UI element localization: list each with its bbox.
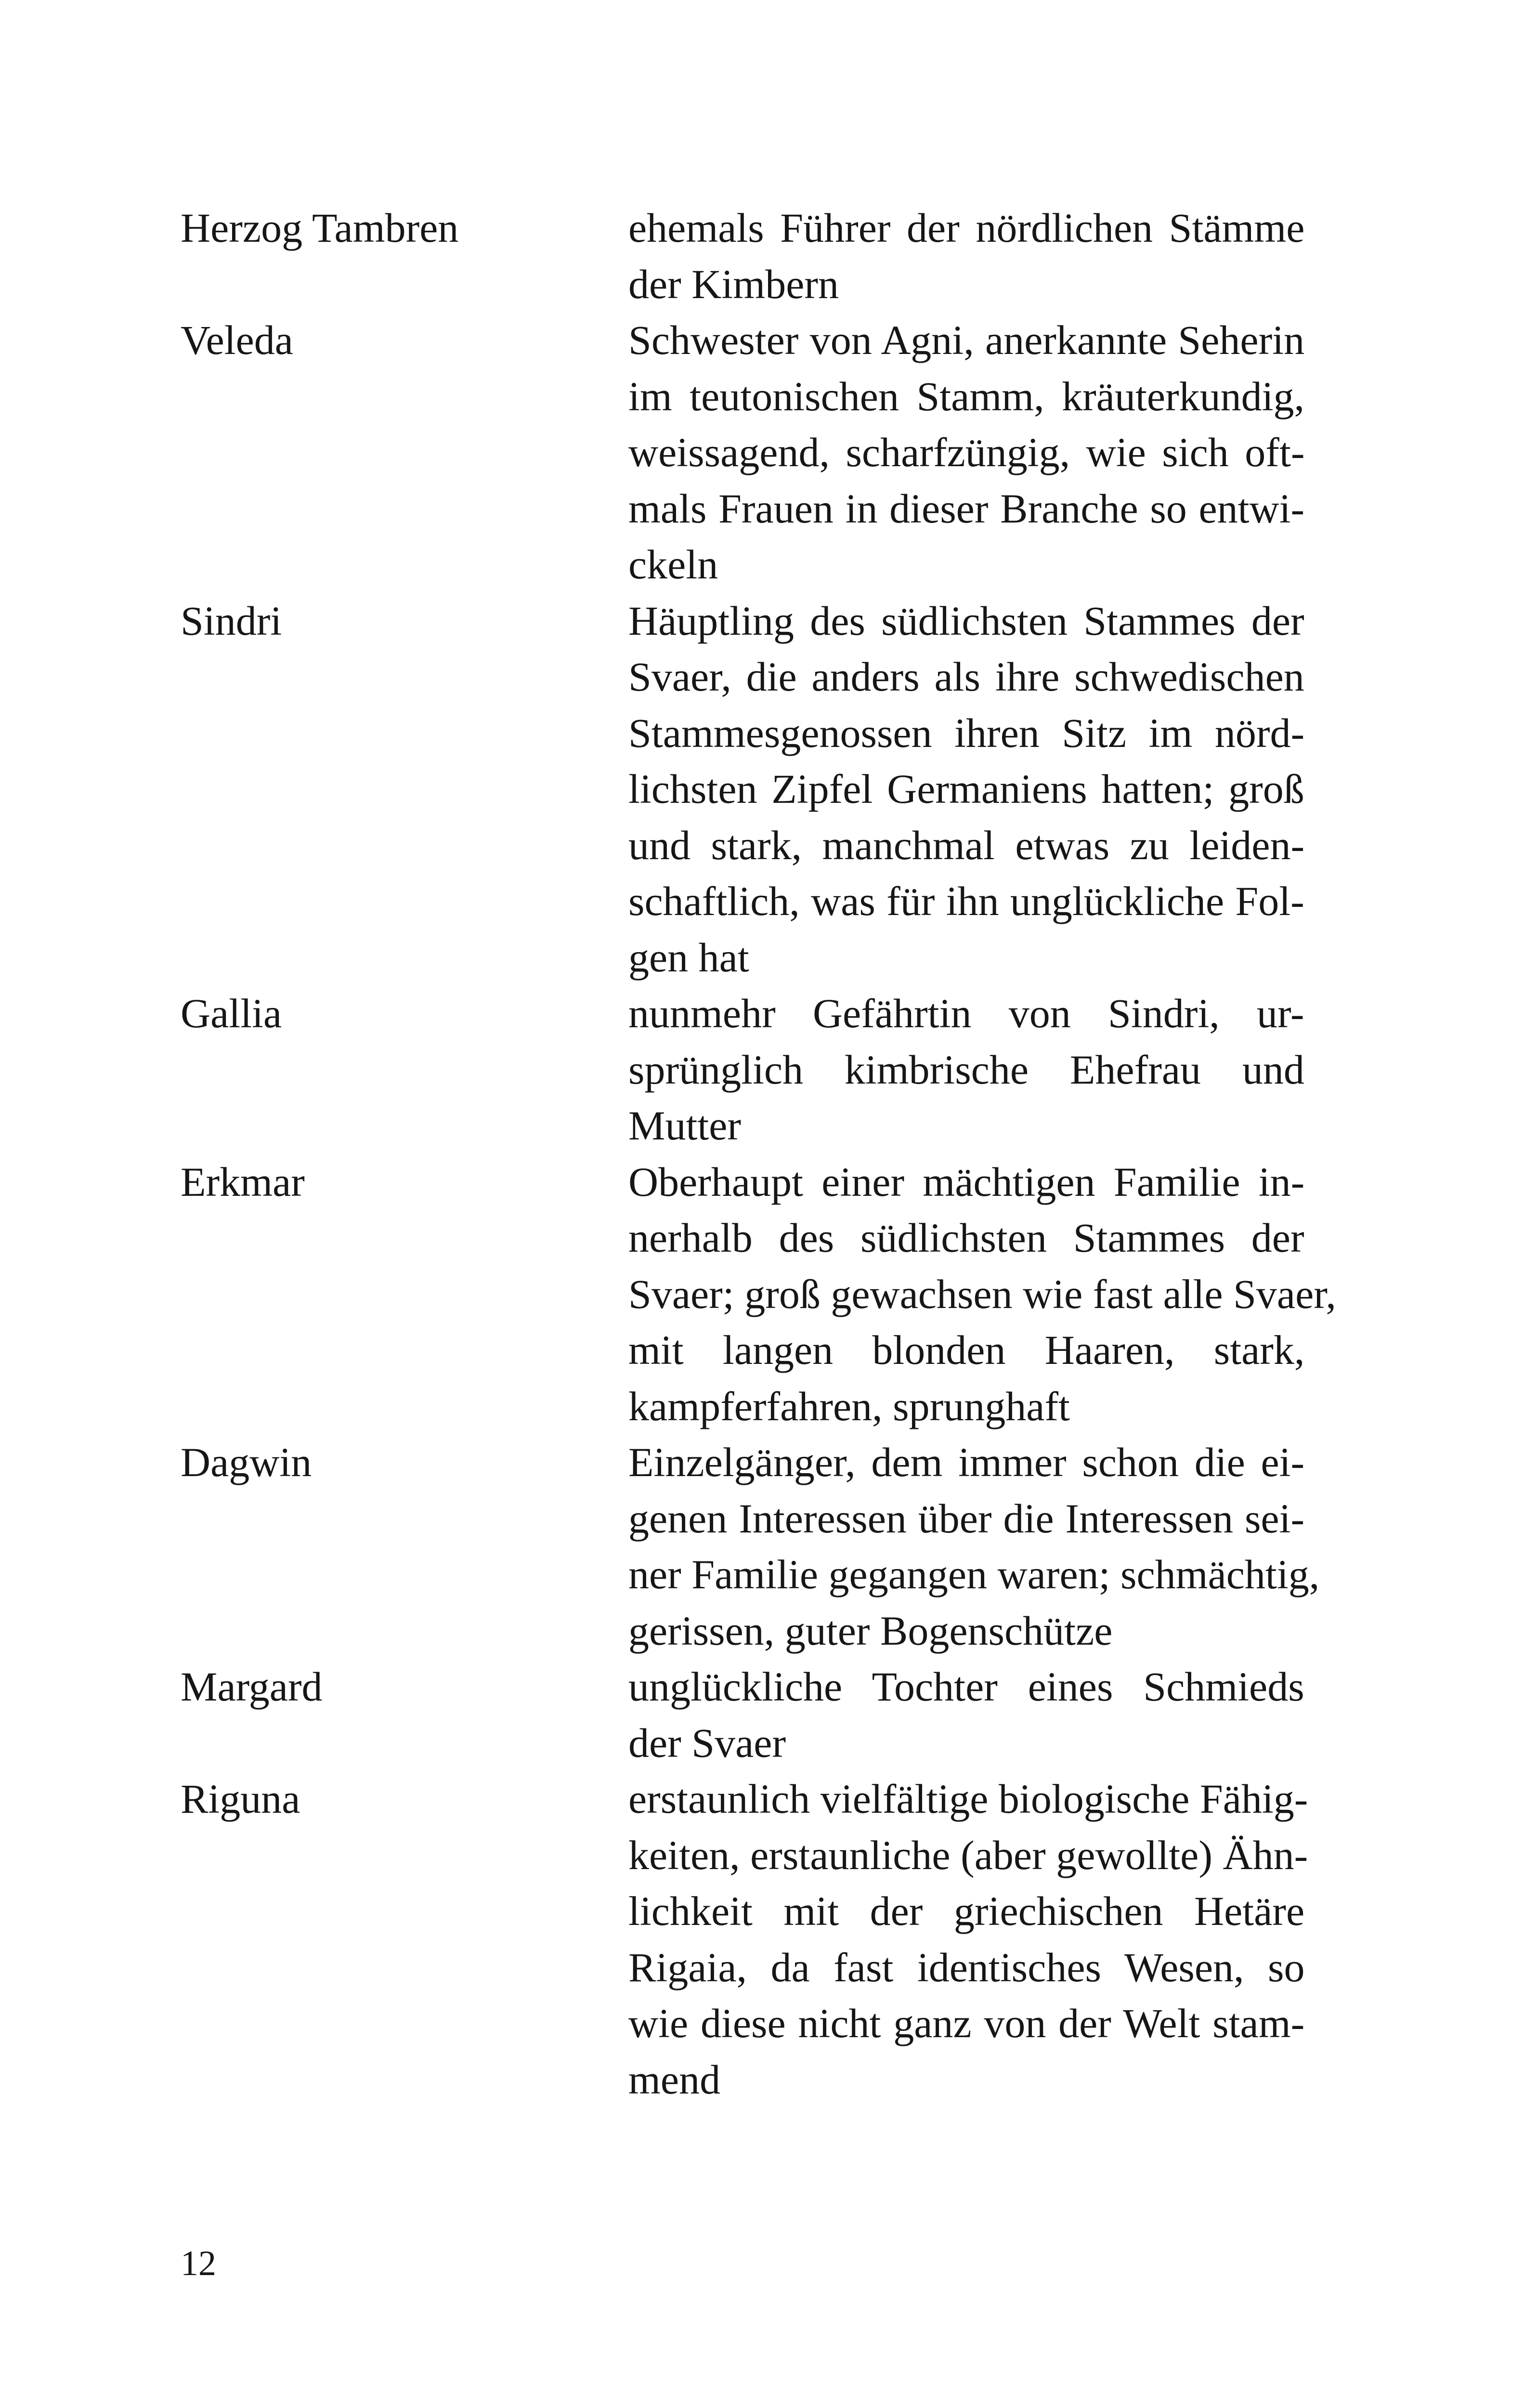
character-description — [628, 593, 1304, 986]
description-line: gerissen, guter Bogenschütze — [628, 1607, 1113, 1654]
description-line: schaftlich, was für ihn unglückliche Fol- — [628, 878, 1304, 924]
character-entry — [181, 312, 1317, 593]
character-name: Veleda — [181, 317, 293, 363]
description-line: Stammesgenossen ihren Sitz im nörd- — [628, 709, 1305, 756]
description-line: ner Familie gegangen waren; schmächtig, — [628, 1551, 1320, 1597]
character-name: Gallia — [181, 990, 282, 1036]
character-entry — [181, 593, 1317, 986]
character-entry — [181, 1434, 1320, 1659]
character-entry — [181, 1771, 1317, 2107]
description-line: erstaunlich vielfältige biologische Fähig- — [628, 1776, 1308, 1822]
description-line: ckeln — [628, 541, 718, 588]
character-name: Riguna — [181, 1776, 300, 1822]
description-line: Einzelgänger, dem immer schon die ei- — [628, 1439, 1305, 1485]
character-entry — [181, 1154, 1336, 1435]
description-line: der Kimbern — [628, 261, 839, 307]
description-line: Svaer, die anders als ihre schwedischen — [628, 654, 1304, 700]
description-line: mend — [628, 2056, 721, 2103]
character-description — [628, 1434, 1320, 1659]
description-line: mit langen blonden Haaren, stark, — [628, 1327, 1305, 1373]
character-entry — [181, 200, 1317, 312]
character-description — [628, 985, 1304, 1154]
description-line: Schwester von Agni, anerkannte Seherin — [628, 317, 1305, 363]
description-line: lichsten Zipfel Germaniens hatten; groß — [628, 766, 1304, 812]
character-name: Erkmar — [181, 1158, 305, 1205]
description-line: nerhalb des südlichsten Stammes der — [628, 1215, 1304, 1261]
character-description — [628, 1771, 1308, 2107]
description-line: sprünglich kimbrische Ehefrau und — [628, 1046, 1304, 1093]
description-line: Svaer; groß gewachsen wie fast alle Svaer, — [628, 1270, 1336, 1317]
character-description — [628, 200, 1304, 312]
character-description — [628, 1659, 1304, 1771]
description-line: Mutter — [628, 1102, 742, 1149]
character-description — [628, 312, 1304, 593]
description-line: Oberhaupt einer mächtigen Familie in- — [628, 1158, 1305, 1205]
character-name: Herzog Tambren — [181, 205, 459, 251]
character-name: Sindri — [181, 597, 282, 644]
character-list — [181, 200, 1336, 2107]
character-entry — [181, 1659, 1317, 1771]
description-line: Rigaia, da fast identisches Wesen, so — [628, 1944, 1305, 1990]
character-name: Dagwin — [181, 1439, 312, 1485]
character-name: Margard — [181, 1663, 323, 1710]
character-description — [628, 1154, 1336, 1435]
description-line: wie diese nicht ganz von der Welt stam- — [628, 2000, 1305, 2046]
description-line: kampferfahren, sprunghaft — [628, 1383, 1070, 1429]
page-number: 12 — [181, 2244, 216, 2283]
description-line: weissagend, scharfzüngig, wie sich oft- — [628, 429, 1305, 475]
description-line: nunmehr Gefährtin von Sindri, ur- — [628, 990, 1304, 1036]
description-line: der Svaer — [628, 1719, 786, 1766]
description-line: Häuptling des südlichsten Stammes der — [628, 597, 1304, 644]
description-line: gen hat — [628, 934, 749, 981]
description-line: keiten, erstaunliche (aber gewollte) Ähn- — [628, 1832, 1308, 1878]
description-line: lichkeit mit der griechischen Hetäre — [628, 1888, 1305, 1934]
description-line: ehemals Führer der nördlichen Stämme — [628, 205, 1305, 251]
description-line: und stark, manchmal etwas zu leiden- — [628, 822, 1305, 868]
description-line: genen Interessen über die Interessen sei- — [628, 1495, 1305, 1542]
character-entry — [181, 985, 1317, 1154]
description-line: unglückliche Tochter eines Schmieds — [628, 1663, 1304, 1710]
description-line: mals Frauen in dieser Branche so entwi- — [628, 485, 1305, 532]
description-line: im teutonischen Stamm, kräuterkundig, — [628, 373, 1305, 419]
